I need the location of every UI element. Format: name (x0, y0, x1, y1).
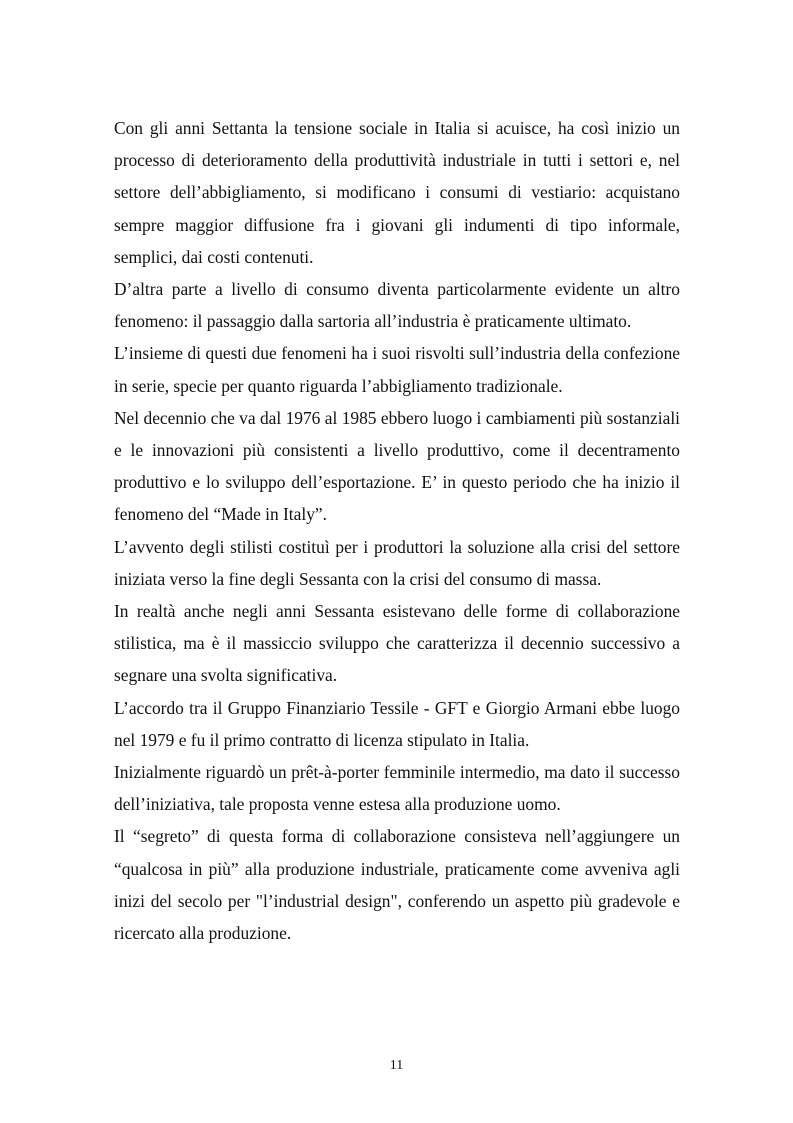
paragraph-7: L’accordo tra il Gruppo Finanziario Tessile - GFT e Giorgio Armani ebbe luogo nel 1979 e fu il primo contratto di licenza stipulato in Italia. (114, 697, 680, 750)
page-number: 11 (389, 1058, 404, 1073)
paragraph-4: Nel decennio che va dal 1976 al 1985 ebbero luogo i cambiamenti più sostanziali e le innovazioni più consistenti a livello produttivo, come il decentramento produttivo e lo sviluppo dell’esportazione. E’ in questo periodo che ha inizio il fenomeno del “Made in Italy”. (114, 407, 680, 525)
body-text (114, 112, 680, 949)
paragraph-6: In realtà anche negli anni Sessanta esistevano delle forme di collaborazione stilistica, ma è il massiccio sviluppo che caratterizza il decennio successivo a segnare una svolta significativa. (114, 601, 680, 686)
paragraph-3: L’insieme di questi due fenomeni ha i suoi risvolti sull’industria della confezione in serie, specie per quanto riguarda l’abbigliamento tradizionale. (114, 343, 680, 396)
paragraph-9: Il “segreto” di questa forma di collaborazione consisteva nell’aggiungere un “qualcosa in più” alla produzione industriale, praticamente come avveniva agli inizi del secolo per "l’industrial design", conferendo un aspetto più gradevole e ricercato alla produzione. (114, 826, 680, 944)
paragraph-1: Con gli anni Settanta la tensione sociale in Italia si acuisce, ha così inizio un processo di deterioramento della produttività industriale in tutti i settori e, nel settore dell’abbigliamento, si modificano i consumi di vestiario: acquistano sempre maggior diffusione fra i giovani gli indumenti di tipo informale, semplici, dai costi contenuti. (114, 118, 680, 267)
paragraph-2: D’altra parte a livello di consumo diventa particolarmente evidente un altro fenomeno: il passaggio dalla sartoria all’industria è praticamente ultimato. (114, 279, 680, 332)
paragraph-5: L’avvento degli stilisti costituì per i produttori la soluzione alla crisi del settore iniziata verso la fine degli Sessanta con la crisi del consumo di massa. (114, 536, 680, 589)
paragraph-8: Inizialmente riguardò un prêt-à-porter femminile intermedio, ma dato il successo dell’iniziativa, tale proposta venne estesa alla produzione uomo. (114, 762, 680, 815)
